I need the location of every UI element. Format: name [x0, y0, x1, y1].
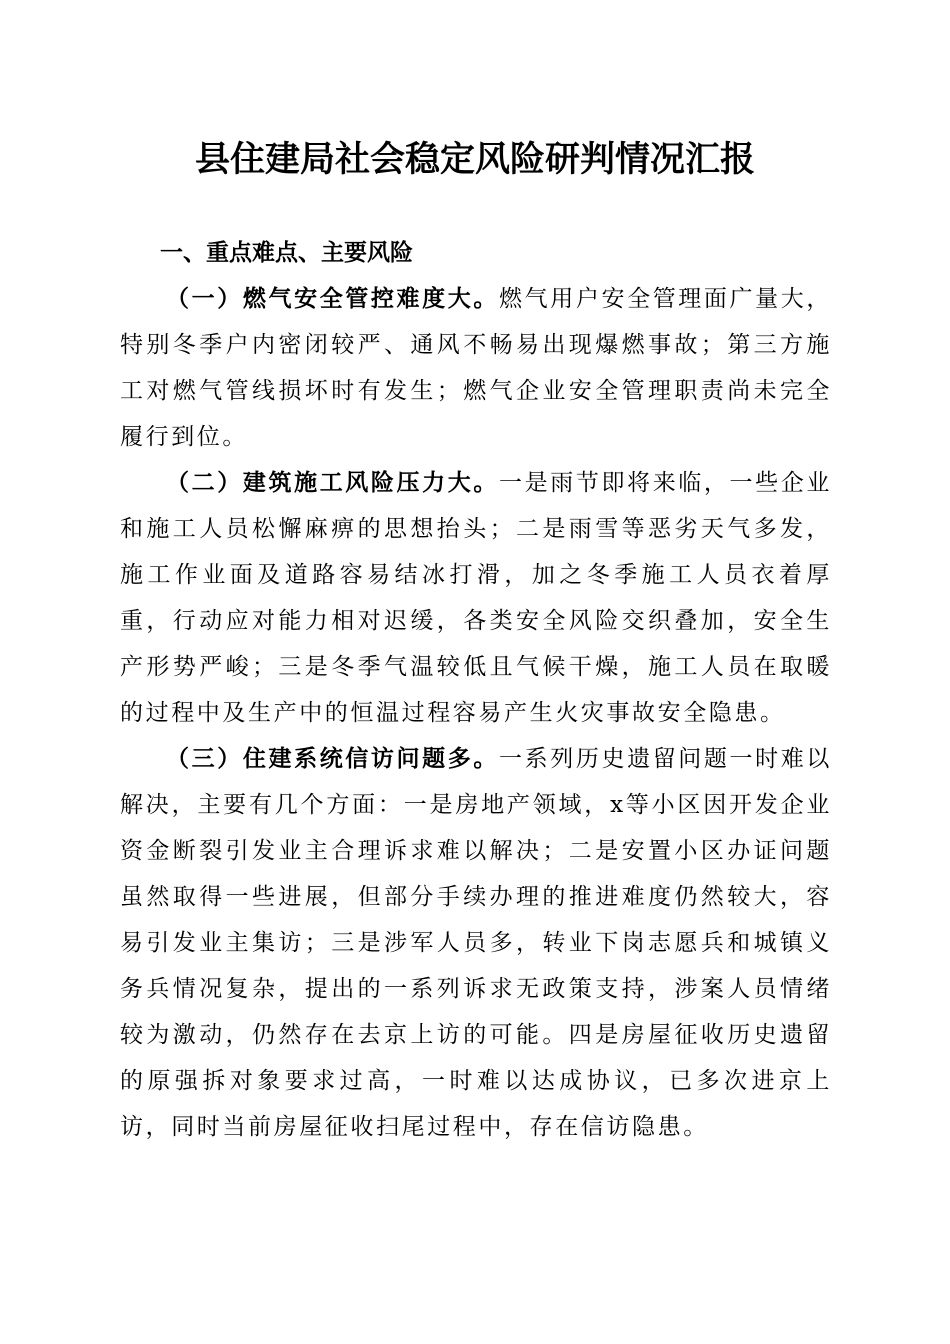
paragraph-lead: （三）住建系统信访问题多。	[166, 746, 499, 772]
paragraph-petition-issues	[120, 736, 832, 1150]
paragraph-lead: （二）建筑施工风险压力大。	[166, 470, 499, 496]
document-title: 县住建局社会稳定风险研判情况汇报	[194, 139, 755, 180]
paragraph-body: 一是雨节即将来临，一些企业和施工人员松懈麻痹的思想抬头；二是雨雪等恶劣天气多发，施工作业面及道路容易结冰打滑，加之冬季施工人员衣着厚重，行动应对能力相对迟缓，各类安全风险交织叠加，安全生产形势严峻；三是冬季气温较低且气候干燥，施工人员在取暖的过程中及生产中的恒温过程容易产生火灾事故安全隐患。	[120, 470, 832, 726]
paragraph-gas-safety	[120, 276, 832, 460]
paragraph-lead: （一）燃气安全管控难度大。	[166, 286, 499, 312]
section-heading: 一、重点难点、主要风险	[160, 240, 413, 266]
paragraph-body: 燃气用户安全管理面广量大，特别冬季户内密闭较严、通风不畅易出现爆燃事故；第三方施工对燃气管线损坏时有发生；燃气企业安全管理职责尚未完全履行到位。	[120, 286, 832, 450]
paragraph-construction-risk	[120, 460, 832, 736]
paragraph-body: 一系列历史遗留问题一时难以解决，主要有几个方面：一是房地产领域，x等小区因开发企业资金断裂引发业主合理诉求难以解决；二是安置小区办证问题虽然取得一些进展，但部分手续办理的推进难度仍然较大，容易引发业主集访；三是涉军人员多，转业下岗志愿兵和城镇义务兵情况复杂，提出的一系列诉求无政策支持，涉案人员情绪较为激动，仍然存在去京上访的可能。四是房屋征收历史遗留的原强拆对象要求过高，一时难以达成协议，已多次进京上访，同时当前房屋征收扫尾过程中，存在信访隐患。	[120, 746, 832, 1140]
